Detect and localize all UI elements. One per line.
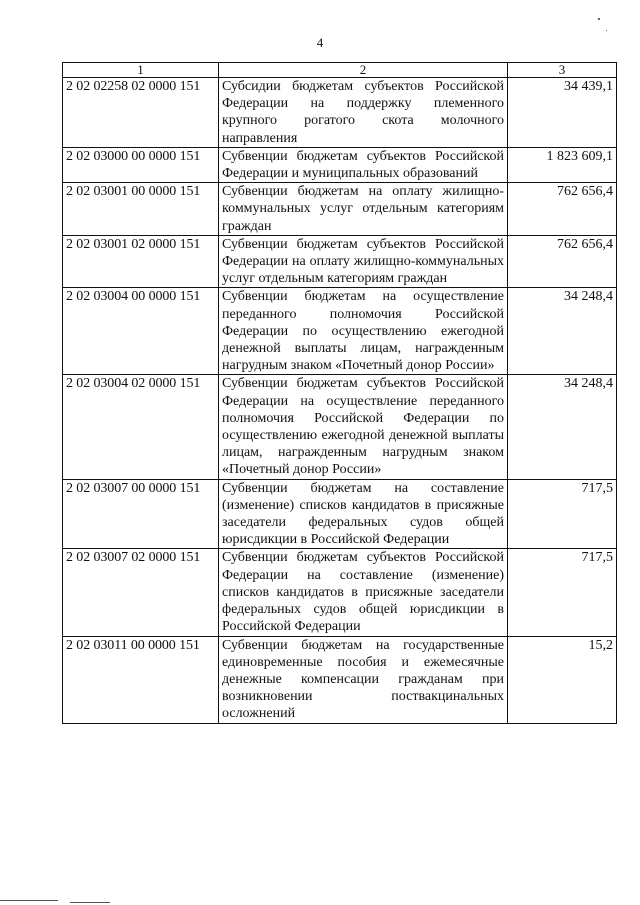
scan-edge-line xyxy=(70,902,110,903)
header-row xyxy=(63,63,617,78)
revenue-name: Субвенции бюджетам субъектов Российской Федерации на осуществление переданного полномочия Российской Федерации по осуществлению ежегодной денежной выплаты лицам, награжденным нагрудным знаком «Почетный донор России» xyxy=(219,375,508,479)
column-header-name: 2 xyxy=(219,63,508,78)
revenue-name: Субвенции бюджетам на государственные единовременные пособия и ежемесячные денежные компенсации гражданам при возникновении поствакцинальных осложнений xyxy=(219,636,508,723)
amount: 15,2 xyxy=(508,636,617,723)
scan-speck xyxy=(598,18,600,20)
table-row xyxy=(63,375,617,479)
budget-code: 2 02 03007 00 0000 151 xyxy=(63,479,219,549)
table-row xyxy=(63,235,617,288)
budget-code: 2 02 03007 02 0000 151 xyxy=(63,549,219,636)
table-row xyxy=(63,78,617,148)
column-header-code: 1 xyxy=(63,63,219,78)
budget-code: 2 02 03001 02 0000 151 xyxy=(63,235,219,288)
table-row xyxy=(63,636,617,723)
table-row xyxy=(63,183,617,236)
amount: 762 656,4 xyxy=(508,235,617,288)
budget-code: 2 02 03011 00 0000 151 xyxy=(63,636,219,723)
budget-code: 2 02 03001 00 0000 151 xyxy=(63,183,219,236)
table-row xyxy=(63,147,617,182)
table-row xyxy=(63,549,617,636)
amount: 34 248,4 xyxy=(508,288,617,375)
amount: 762 656,4 xyxy=(508,183,617,236)
revenue-name: Субвенции бюджетам на осуществление переданного полномочия Российской Федерации по осуществлению ежегодной денежной выплаты лицам, награжденным нагрудным знаком «Почетный донор России» xyxy=(219,288,508,375)
revenue-name: Субсидии бюджетам субъектов Российской Федерации на поддержку племенного крупного рогатого скота молочного направления xyxy=(219,78,508,148)
scan-edge-line xyxy=(0,900,58,901)
page-number: 4 xyxy=(316,35,324,50)
amount: 34 248,4 xyxy=(508,375,617,479)
amount: 717,5 xyxy=(508,479,617,549)
table-row xyxy=(63,288,617,375)
budget-code: 2 02 03000 00 0000 151 xyxy=(63,147,219,182)
amount: 34 439,1 xyxy=(508,78,617,148)
budget-code: 2 02 03004 02 0000 151 xyxy=(63,375,219,479)
table-row xyxy=(63,479,617,549)
budget-code: 2 02 02258 02 0000 151 xyxy=(63,78,219,148)
revenue-name: Субвенции бюджетам субъектов Российской Федерации и муниципальных образований xyxy=(219,147,508,182)
revenue-name: Субвенции бюджетам на оплату жилищно-коммунальных услуг отдельным категориям граждан xyxy=(219,183,508,236)
revenue-name: Субвенции бюджетам субъектов Российской Федерации на оплату жилищно-коммунальных услуг отдельным категориям граждан xyxy=(219,235,508,288)
amount: 1 823 609,1 xyxy=(508,147,617,182)
budget-code: 2 02 03004 00 0000 151 xyxy=(63,288,219,375)
column-header-amount: 3 xyxy=(508,63,617,78)
revenue-name: Субвенции бюджетам на составление (изменение) списков кандидатов в присяжные заседатели федеральных судов общей юрисдикции в Российской Федерации xyxy=(219,479,508,549)
budget-table xyxy=(62,62,617,724)
revenue-name: Субвенции бюджетам субъектов Российской Федерации на составление (изменение) списков кандидатов в присяжные заседатели федеральных судов общей юрисдикции в Российской Федерации xyxy=(219,549,508,636)
scan-speck xyxy=(606,30,607,31)
amount: 717,5 xyxy=(508,549,617,636)
